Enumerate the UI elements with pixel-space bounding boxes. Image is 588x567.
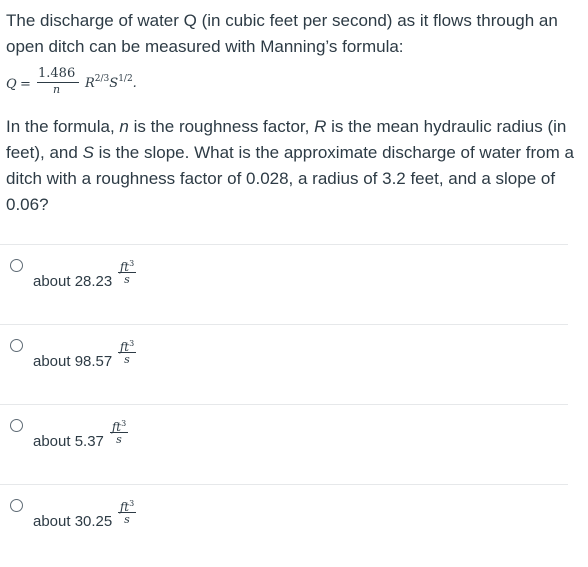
formula-s-exponent: 1/2 bbox=[118, 74, 133, 84]
answer-label: about 30.25 bbox=[33, 513, 113, 530]
unit-exponent: 3 bbox=[121, 419, 127, 428]
unit-ft: ft bbox=[119, 340, 130, 354]
question-var-s: S bbox=[82, 143, 94, 162]
unit-exponent: 3 bbox=[129, 499, 135, 508]
unit-numerator bbox=[118, 497, 136, 514]
question-body bbox=[6, 114, 580, 218]
formula-lhs: Q bbox=[6, 77, 17, 92]
unit-numerator bbox=[118, 257, 136, 274]
question-body-part: is the mean hydraulic radius (in feet), and bbox=[6, 117, 567, 162]
answer-option[interactable] bbox=[0, 324, 568, 404]
answer-option[interactable] bbox=[0, 404, 568, 484]
mannings-formula bbox=[6, 64, 206, 98]
question-body-part: is the roughness factor, bbox=[128, 117, 315, 136]
question-body-part: In the formula, bbox=[6, 117, 120, 136]
unit-fraction bbox=[118, 497, 136, 526]
formula-coefficient: 1.486 bbox=[38, 66, 76, 81]
radio-button[interactable] bbox=[10, 339, 23, 352]
question-var-n: n bbox=[119, 117, 129, 136]
unit-exponent: 3 bbox=[129, 259, 135, 268]
formula-rs-term bbox=[85, 76, 137, 91]
unit-fraction bbox=[110, 417, 128, 446]
unit-denominator: s bbox=[124, 513, 130, 526]
answer-label: about 28.23 bbox=[33, 273, 113, 290]
unit-fraction bbox=[118, 257, 136, 286]
formula-r: R bbox=[85, 76, 95, 91]
formula-equals: = bbox=[20, 77, 31, 92]
question-var-r: R bbox=[314, 117, 327, 136]
unit-ft: ft bbox=[111, 420, 122, 434]
unit-denominator: s bbox=[124, 273, 130, 286]
unit-numerator bbox=[118, 337, 136, 354]
answer-option[interactable] bbox=[0, 244, 568, 324]
unit-fraction bbox=[118, 337, 136, 366]
answer-option[interactable] bbox=[0, 484, 568, 564]
answer-label: about 5.37 bbox=[33, 433, 104, 450]
formula-r-exponent: 2/3 bbox=[94, 74, 110, 84]
formula-trailing: . bbox=[132, 76, 137, 91]
formula-s: S bbox=[109, 76, 119, 91]
formula-denominator: n bbox=[53, 83, 61, 96]
answer-label: about 98.57 bbox=[33, 353, 113, 370]
unit-ft: ft bbox=[119, 500, 130, 514]
question-body-part: is the slope. What is the approximate discharge of water from a ditch with a roughness factor of 0.028, a radius of 3.2 feet, and a slope of 0.06? bbox=[6, 143, 574, 214]
radio-button[interactable] bbox=[10, 499, 23, 512]
question-intro-text: The discharge of water Q (in cubic feet per second) as it flows through an open ditch can be measured with Manning’s formula: bbox=[6, 11, 558, 56]
unit-ft: ft bbox=[119, 260, 130, 274]
unit-denominator: s bbox=[116, 433, 122, 446]
unit-denominator: s bbox=[124, 353, 130, 366]
answer-list bbox=[0, 244, 568, 564]
question-intro bbox=[6, 8, 580, 60]
unit-exponent: 3 bbox=[129, 339, 135, 348]
unit-numerator bbox=[110, 417, 128, 434]
radio-button[interactable] bbox=[10, 259, 23, 272]
radio-button[interactable] bbox=[10, 419, 23, 432]
